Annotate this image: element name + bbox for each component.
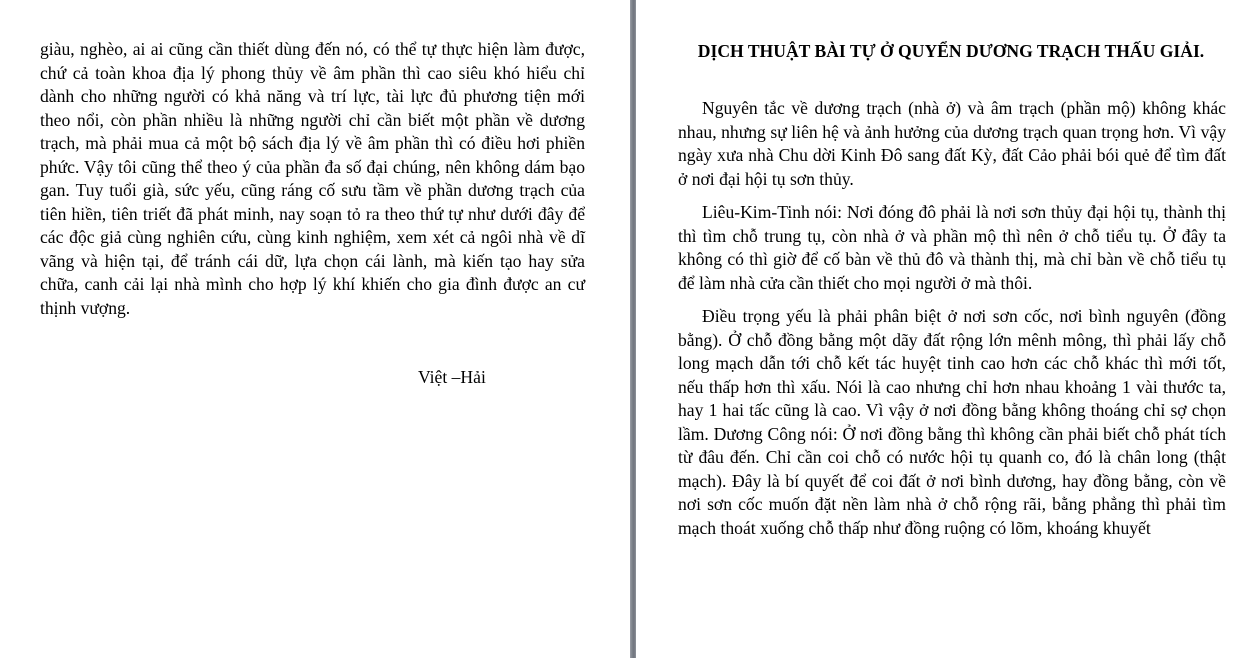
right-paragraph-3: Điều trọng yếu là phải phân biệt ở nơi sơn cốc, nơi bình nguyên (đồng bằng). Ở chỗ đồng bằng một dãy đất rộng lớn mênh mông, thì phải lấy chỗ long mạch dẫn tới chỗ kết tác huyệt tinh cao hơn các chỗ khác thì mới tốt, nếu thấp hơn thì xấu. Nói là cao nhưng chỉ hơn nhau khoảng 1 vài thước ta, hay 1 hai tấc cũng là cao. Vì vậy ở nơi đồng bằng không thoáng chỉ sợ chọn lầm. Dương Công nói: Ở nơi đồng bằng thì không cần phải biết chỗ phát tích từ đâu đến. Chỉ cần coi chỗ có nước hội tụ quanh co, đó là chân long (thật mạch). Đây là bí quyết để coi đất ở nơi bình dương, hay đồng bằng, còn về nơi sơn cốc muốn đặt nền làm nhà ở chỗ rộng rãi, bằng phẳng thì phải tìm mạch thoát xuống chỗ thấp như đồng ruộng có lõm, khoáng khuyết <box>678 306 1226 538</box>
section-title: DỊCH THUẬT BÀI TỰ Ở QUYỂN DƯƠNG TRẠCH THẤU GIẢI. <box>697 41 1205 61</box>
right-paragraph-2: Liêu-Kim-Tinh nói: Nơi đóng đô phải là nơi sơn thủy đại hội tụ, thành thị thì tìm chỗ trung tụ, còn nhà ở và phần mộ thì nên ở chỗ tiểu tụ. Ở đây ta không có thì giờ để cố bàn về thủ đô và thành thị, mà chỉ bàn về chỗ tiểu tụ để làm nhà cửa cần thiết cho mọi người ở mà thôi. <box>678 202 1226 293</box>
left-page-paragraph: giàu, nghèo, ai ai cũng cần thiết dùng đến nó, có thể tự thực hiện làm được, chứ cả toàn khoa địa lý phong thủy về âm phần thì cao siêu khó hiểu chỉ dành cho những người có khả năng và trí lực, tài lực đủ phương tiện mới theo nổi, còn phần nhiều là những người chỉ cần biết một phần về dương trạch, mà phải mua cả một bộ sách địa lý về âm phần thì có điều hơi phiền phức. Vậy tôi cũng thể theo ý của phần đa số đại chúng, nên không dám bạo gan. Tuy tuổi già, sức yếu, cũng ráng cố sưu tầm về phần dương trạch của tiên hiền, tiên triết đã phát minh, nay soạn tỏ ra theo thứ tự như dưới đây để các độc giả cùng nghiên cứu, cùng kinh nghiệm, xem xét cả ngôi nhà về dĩ vãng và hiện tại, để tránh cái dữ, lựa chọn cái lành, mà kiến tạo hay sửa chữa, canh cải lại nhà mình cho hợp lý khí khiến cho gia đình được an cư thịnh vượng. <box>40 39 585 318</box>
right-page-body <box>678 97 1226 550</box>
left-page-body <box>40 38 585 320</box>
author-signature: Việt –Hải <box>418 367 486 387</box>
right-paragraph-1: Nguyên tắc về dương trạch (nhà ở) và âm trạch (phần mộ) không khác nhau, nhưng sự liên hệ và ảnh hưởng của dương trạch quan trọng hơn. Vì vậy ngày xưa nhà Chu dời Kinh Đô sang đất Kỳ, đất Cảo phải bói quẻ để tìm đất ở nơi đại hội tụ sơn thủy. <box>678 98 1226 189</box>
